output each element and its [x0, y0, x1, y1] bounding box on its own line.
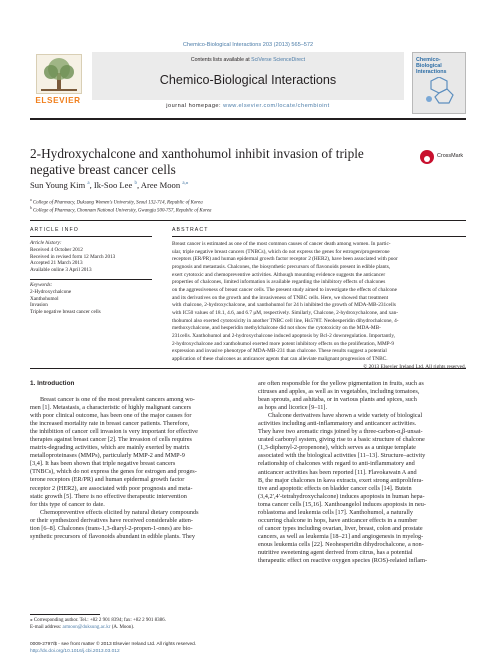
intro-line: as hops and licorice [9–11].	[258, 404, 328, 412]
intro-line: the inhibition of cancer cell invasion is very important for effective	[30, 428, 198, 436]
journal-banner	[92, 52, 404, 100]
abstract-line: application of these chalcones as anticancer agents that can alleviate malignant progression of TNBC.	[172, 355, 388, 362]
intro-left-column	[30, 396, 248, 541]
publisher-logo[interactable]	[30, 52, 86, 114]
article-info-divider	[30, 236, 152, 237]
intro-line: They have two aromatic rings joined by a three-carbon-α,β-unsat-	[258, 428, 423, 436]
intro-line: receptor 2 (HER2), are associated with poor prognosis and meta-	[30, 484, 193, 492]
intro-line: (TNBCs), which do not express the genes for estrogen and proges-	[30, 468, 197, 476]
doi-line	[30, 648, 290, 655]
intro-line: with poor clinical outcome, has been one of the major causes for	[30, 412, 192, 420]
intro-right-column	[258, 380, 466, 565]
intro-line: tion [6–8]. Chalcones (trans-1,3-diaryl-2-propen-1-ones) are bio-	[30, 524, 193, 532]
intro-line: (3,4,2′,4′-tetrahydroxychalcone) induces apoptosis in human hepa-	[258, 492, 425, 500]
abstract-divider	[172, 236, 466, 237]
affiliation	[30, 206, 211, 214]
doi-link[interactable]: http://dx.doi.org/10.1016/j.cbi.2013.03.012	[30, 649, 120, 654]
intro-line: occurring chalcone in hops, have anticancer effects in a number	[258, 516, 418, 524]
author-affiliation-mark[interactable]: a,⁎	[182, 181, 189, 187]
intro-line: toma cancer cells [15,16]. Xanthoangelol induces apoptosis in neu-	[258, 500, 427, 508]
abstract-line: receptors (ER/PR) and human epidermal growth factor receptor 2 (HER2), have been associated with poor	[172, 256, 398, 263]
intro-line: men [1]. Metastasis, a characteristic of highly malignant cancers	[30, 404, 192, 412]
introduction-heading: 1. Introduction	[30, 380, 75, 387]
footnote-divider	[30, 614, 100, 615]
crossmark-badge[interactable]	[420, 148, 468, 166]
sciencedirect-link[interactable]: SciVerse ScienceDirect	[251, 57, 306, 63]
author-affiliation-mark[interactable]: a	[87, 181, 90, 187]
keyword: Xanthohumol	[30, 295, 59, 302]
intro-line: B, the major chalcones in kava extracts, exert strong antiprolifera-	[258, 476, 424, 484]
history-entry: Received in revised form 12 March 2013	[30, 253, 116, 260]
keywords-divider	[30, 279, 152, 280]
abstract-line: properties of chalcones, limited information is available regarding the inhibitory effects of chalcones	[172, 279, 386, 286]
email-label: E-mail address:	[30, 625, 63, 630]
intro-line: nutritive sweetening agent derived from citrus, has a potential	[258, 548, 413, 556]
intro-line: relationship of chalcones with regard to anti-inflammatory and	[258, 460, 415, 468]
keyword: 2-Hydroxychalcone	[30, 288, 72, 295]
article-history-label: Article history:	[30, 240, 62, 246]
journal-masthead	[30, 52, 466, 114]
affiliation-mark: a	[30, 198, 32, 202]
issn-line: 0009-2797/$ - see front matter © 2013 Elsevier Ireland Ltd. All rights reserved.	[30, 642, 197, 647]
affiliation-text: College of Pharmacy, Chonnam National University, Gwangju 500-757, Republic of Korea	[33, 208, 212, 214]
intro-line: roblastoma and leukemia cells [17]. Xanthohumol, a naturally	[258, 508, 413, 516]
intro-line: cancers, as well as leukemia [18–21] and angiogenesis in myelog-	[258, 532, 424, 540]
intro-line: Breast cancer is one of the most prevalent cancers among wo-	[40, 396, 195, 403]
abstract-line: 2-hydroxychalcone and xanthohumol exerted more potent inhibitory effects on the proliferation, MMP-9	[172, 340, 395, 347]
author-affiliation-mark[interactable]: b	[134, 181, 137, 187]
keywords-label: Keywords:	[30, 282, 53, 288]
abstract-copyright: © 2013 Elsevier Ireland Ltd. All rights reserved.	[363, 363, 466, 370]
affiliation	[30, 198, 203, 206]
intro-line: anticancer activities has been reported [11]. Flavokawain A and	[258, 468, 417, 476]
affiliation-mark: b	[30, 206, 32, 210]
author-name: Aree Moon	[140, 180, 181, 190]
email-suffix: (A. Moon).	[110, 625, 135, 630]
intro-line: synthetic precursors of flavonoids abundant in edible plants. They	[30, 532, 195, 540]
elsevier-tree-icon	[36, 54, 82, 94]
article-info-heading: ARTICLE INFO	[30, 227, 79, 233]
cover-title: Chemico-Biological Interactions	[416, 57, 447, 76]
intro-line: citruses and apples, as well as in vegetables, including tomatoes,	[258, 388, 420, 396]
abstract-line: with IC50 values of 18.1, 4.6, and 6.7 μM, respectively. Similarly, Chalcone, 2-hydroxychalcone, and xan-	[172, 309, 399, 316]
intro-line: for this type of cancer to date.	[30, 500, 105, 508]
abstract-line: exert cytotoxic and chemopreventive activities. Although mounting evidence suggests the anticancer	[172, 271, 386, 278]
abstract-body	[172, 241, 466, 371]
intro-line: associated with the biological activities [11–13]. Structure–activity	[258, 452, 426, 460]
abstract-line: Breast cancer is estimated as one of the most common causes of cancer death among women. In partic-	[172, 241, 391, 247]
author-name: Sun Young Kim	[30, 180, 86, 190]
homepage-link[interactable]: www.elsevier.com/locate/chembioint	[223, 103, 330, 109]
intro-line: Chemopreventive effects elicited by natural dietary compounds	[40, 508, 199, 516]
intro-line: the increased mortality rate in breast cancer patients. Therefore,	[30, 420, 190, 428]
header-divider	[30, 118, 466, 120]
abstract-line: prognosis and metastasis. Chalcones, the biosynthetic precursors of flavonoids present in edible plants,	[172, 263, 391, 270]
crossmark-label: CrossMark	[437, 153, 464, 159]
intro-line: Chalcone derivatives have shown a wide variety of biological	[268, 412, 423, 420]
keyword: Triple negative breast cancer cells	[30, 309, 101, 316]
journal-reference[interactable]: Chemico-Biological Interactions 203 (2013) 565–572	[182, 42, 314, 48]
abstract-line: and its derivatives on the growth and the invasiveness of TNBC cells. Here, we showed that treatment	[172, 294, 389, 301]
intro-line: or their synthesized derivatives have received considerable atten-	[30, 516, 193, 524]
corresponding-author-footnote: ⁎ Corresponding author. Tel.: +82 2 901 8394; fax: +82 2 901 8386.	[30, 618, 166, 623]
intro-line: are often responsible for the yellow pigmentation in fruits, such as	[258, 380, 424, 387]
abstract-line: on the aggressiveness of breast cancer cells. The present study aimed to investigate the effects of chalcone	[172, 286, 397, 293]
intro-line: of cancer types including ovarian, liver, breast, colon and prostate	[258, 524, 423, 532]
history-entry: Accepted 21 March 2013	[30, 260, 83, 267]
email-footnote	[30, 624, 250, 631]
intro-line: activities including anti-inflammatory and anticancer activities.	[258, 420, 417, 428]
abstract-line: 231cells. Xanthohumol and 2-hydroxychalcone induced apoptosis by Bcl-2 downregulation. Importantly,	[172, 332, 395, 339]
author-list: Sun Young Kim $^a$, Ik-Soo Lee $^b$, Aree Moon $^{a,⁎}$	[30, 180, 189, 190]
affiliation-text: College of Pharmacy, Duksung Women's University, Seoul 132-714, Republic of Korea	[32, 200, 203, 206]
contents-line	[92, 57, 404, 63]
history-entry: Received 4 October 2012	[30, 246, 83, 253]
history-entry: Available online 3 April 2013	[30, 267, 92, 274]
journal-cover-thumbnail[interactable]	[412, 52, 466, 114]
intro-line: [3,4]. It has been shown that triple negative breast cancers	[30, 460, 176, 468]
crossmark-icon	[420, 150, 434, 164]
journal-title[interactable]: Chemico-Biological Interactions	[159, 73, 337, 87]
contents-prefix: Contents lists available at	[190, 57, 252, 63]
intro-line: bean sprouts, and ashitaba, or in various plants and spices, such	[258, 396, 417, 404]
author-name: Ik-Soo Lee	[93, 180, 133, 190]
abstract-line: with chalcone, 2-hydroxychalcone, and xanthohumol for 24 h inhibited the growth of MDA-MB-231cells	[172, 302, 396, 309]
journal-homepage	[92, 103, 404, 109]
abstract-end-divider	[30, 368, 466, 369]
email-link[interactable]: armoon@duksung.ac.kr	[62, 625, 111, 630]
article-history	[30, 240, 160, 274]
intro-line: enous leukemia cells [22]. Neohesperidin dihydrochalcone, a non-	[258, 540, 424, 548]
homepage-prefix: journal homepage:	[166, 103, 224, 109]
intro-line: metalloproteinases (MMPs), particularly MMP-2 and MMP-9	[30, 452, 185, 460]
abstract-line: ular, triple negative breast cancers (TNBCs), which do not express the genes for estrogen/progesterone	[172, 248, 390, 255]
intro-line: urated carbonyl system, giving rise to a basic structure of chalcone	[258, 436, 425, 444]
abstract-heading: ABSTRACT	[172, 227, 209, 233]
article-title: 2-Hydroxychalcone and xanthohumol inhibit invasion of triple negative breast cancer cells	[30, 146, 364, 177]
abstract-line: expression and invasive phenotype of MDA-MB-231 than chalcone. These results suggest a potential	[172, 348, 387, 355]
abstract-line: methoxychalcone, and hesperidin methylchalcone did not show the cytotoxicity on the MDA-MB-	[172, 325, 381, 332]
intro-line: therapies against breast cancer [2]. The invasion of cells requires	[30, 436, 192, 444]
intro-line: matrix-degrading activities, which are mainly exerted by matrix	[30, 444, 190, 452]
intro-line: tive and apoptotic effects on bladder cancer cells [14]. Butein	[258, 484, 412, 492]
keywords-block	[30, 282, 160, 316]
elsevier-wordmark: ELSEVIER	[35, 96, 81, 105]
intro-line: therapeutic effect on reactive oxygen species (ROS)-related inflam-	[258, 557, 428, 565]
intro-line: terone receptors (ER/PR) and human epidermal growth factor	[30, 476, 185, 484]
keyword: Invasion	[30, 302, 48, 309]
section-divider	[30, 220, 466, 221]
abstract-line: thohumol also exerted cytotoxicity in another TNBC cell line, Hs578T. Neohesperidin dihydrochalcone, 4-	[172, 317, 399, 324]
cover-molecule-image	[423, 77, 457, 107]
intro-line: (1,3-diphenyl-2-propenone), which serves as a unique template	[258, 444, 416, 452]
intro-line: static growth [5]. There is no effective therapeutic intervention	[30, 492, 187, 500]
